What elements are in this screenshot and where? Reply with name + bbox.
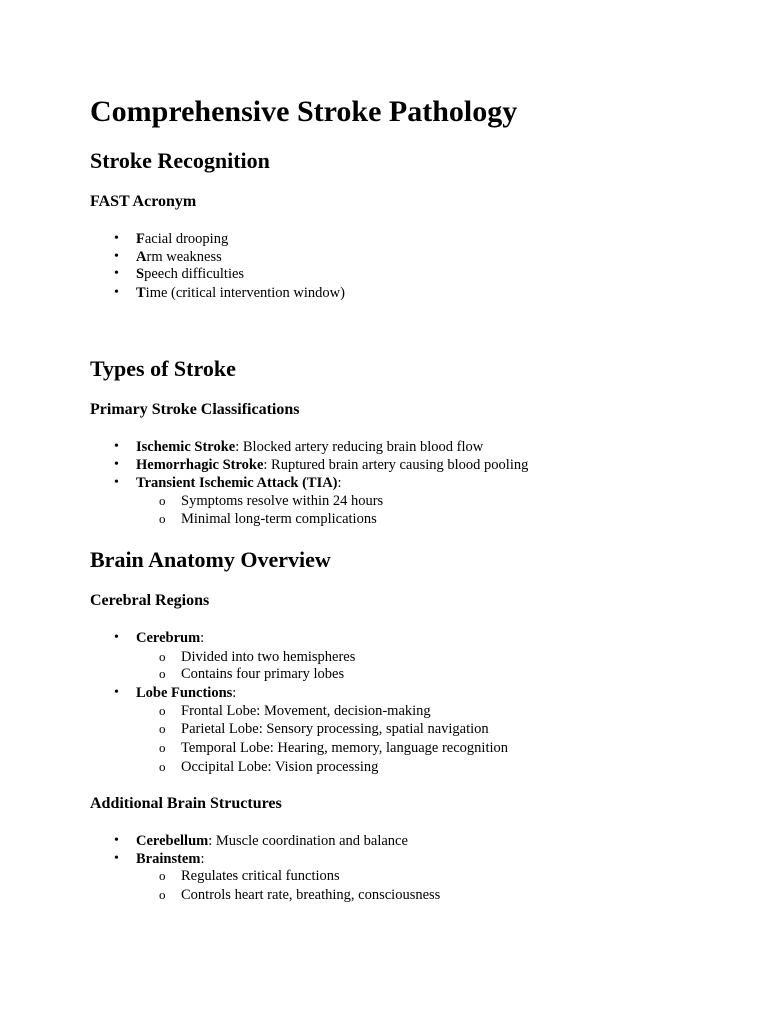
sub-list-item: Symptoms resolve within 24 hours xyxy=(181,493,384,509)
circle-bullet-icon: o xyxy=(159,493,166,508)
sub-list-item: Minimal long-term complications xyxy=(181,511,377,527)
section-heading: Brain Anatomy Overview xyxy=(90,547,331,572)
bullet-icon: • xyxy=(114,285,119,300)
section-subheading: Additional Brain Structures xyxy=(90,795,282,812)
bullet-icon: • xyxy=(114,266,119,281)
section-subheading: Primary Stroke Classifications xyxy=(90,401,300,418)
bullet-icon: • xyxy=(114,439,119,454)
section-subheading: FAST Acronym xyxy=(90,193,197,210)
sub-list-item: Regulates critical functions xyxy=(181,868,340,884)
sub-list-item: Controls heart rate, breathing, consciousness xyxy=(181,887,441,903)
list-item: Facial drooping xyxy=(136,231,229,247)
list-item: Cerebrum: xyxy=(136,630,205,646)
bullet-icon: • xyxy=(114,685,119,700)
list-item: Hemorrhagic Stroke: Ruptured brain artery causing blood pooling xyxy=(136,457,529,473)
circle-bullet-icon: o xyxy=(159,649,166,664)
circle-bullet-icon: o xyxy=(159,666,166,681)
bullet-icon: • xyxy=(114,249,119,264)
circle-bullet-icon: o xyxy=(159,703,166,718)
circle-bullet-icon: o xyxy=(159,759,166,774)
circle-bullet-icon: o xyxy=(159,740,166,755)
sub-list-item: Contains four primary lobes xyxy=(181,666,345,682)
bullet-icon: • xyxy=(114,231,119,246)
list-item: Ischemic Stroke: Blocked artery reducing brain blood flow xyxy=(136,439,484,455)
bullet-icon: • xyxy=(114,630,119,645)
bullet-icon: • xyxy=(114,851,119,866)
circle-bullet-icon: o xyxy=(159,868,166,883)
sub-list-item: Divided into two hemispheres xyxy=(181,649,356,665)
list-item: Arm weakness xyxy=(136,249,222,265)
document-title: Comprehensive Stroke Pathology xyxy=(90,95,518,128)
circle-bullet-icon: o xyxy=(159,887,166,902)
list-item: Cerebellum: Muscle coordination and balance xyxy=(136,833,408,849)
list-item: Brainstem: xyxy=(136,851,205,867)
section-subheading: Cerebral Regions xyxy=(90,592,210,609)
sub-list-item: Occipital Lobe: Vision processing xyxy=(181,759,379,775)
sub-list-item: Temporal Lobe: Hearing, memory, language recognition xyxy=(181,740,509,756)
circle-bullet-icon: o xyxy=(159,721,166,736)
sub-list-item: Frontal Lobe: Movement, decision-making xyxy=(181,703,431,719)
section-heading: Stroke Recognition xyxy=(90,148,270,173)
list-item: Transient Ischemic Attack (TIA): xyxy=(136,475,342,491)
list-item: Time (critical intervention window) xyxy=(136,285,345,301)
circle-bullet-icon: o xyxy=(159,511,166,526)
section-heading: Types of Stroke xyxy=(90,356,236,381)
bullet-icon: • xyxy=(114,457,119,472)
sub-list-item: Parietal Lobe: Sensory processing, spatial navigation xyxy=(181,721,489,737)
list-item: Speech difficulties xyxy=(136,266,245,282)
bullet-icon: • xyxy=(114,475,119,490)
bullet-icon: • xyxy=(114,833,119,848)
list-item: Lobe Functions: xyxy=(136,685,237,701)
